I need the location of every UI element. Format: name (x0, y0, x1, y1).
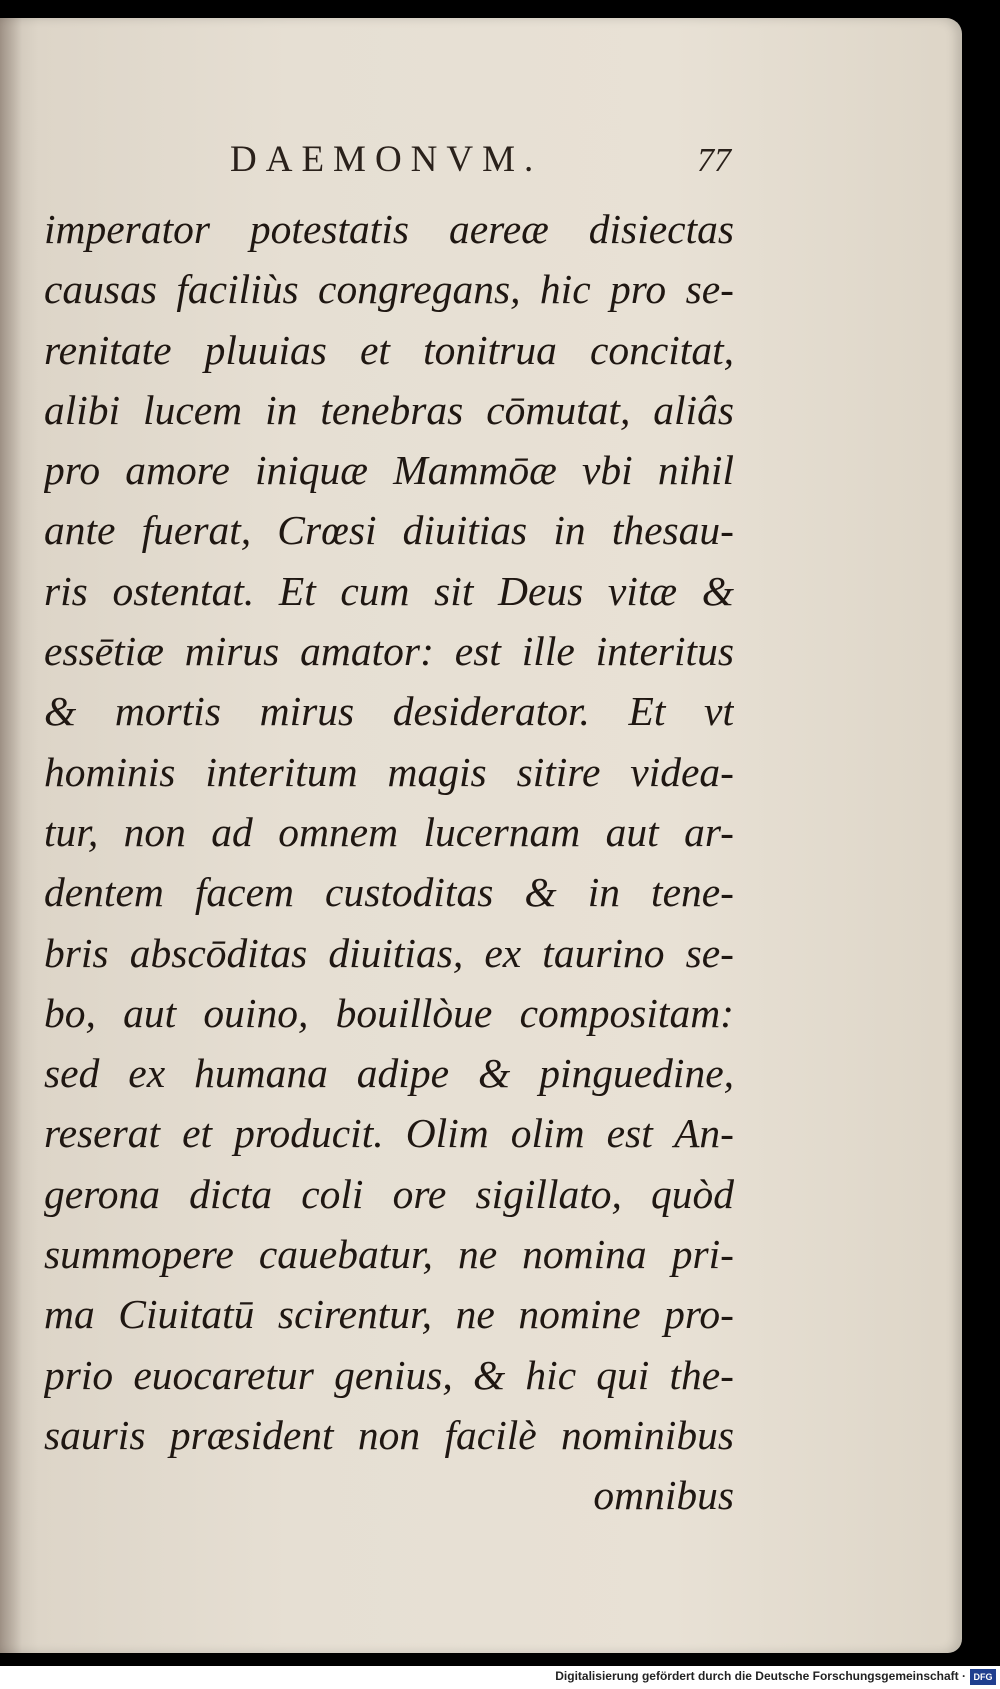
text-line: ma Ciuitatū scirentur, ne nomine pro- (44, 1291, 734, 1338)
page-number: 77 (697, 142, 731, 179)
text-line: tur, non ad omnem lucernam aut ar- (44, 808, 734, 855)
text-line: hominis interitum magis sitire videa- (44, 748, 734, 795)
text-line: sed ex humana adipe & pinguedine, (44, 1050, 734, 1097)
text-line: prio euocaretur genius, & hic qui the- (44, 1351, 734, 1398)
page-header (0, 138, 962, 182)
running-title: DAEMONVM. (230, 139, 543, 180)
funding-credit: Digitalisierung gefördert durch die Deutsche Forschungsgemeinschaft · (555, 1669, 966, 1683)
body-text (44, 199, 734, 1526)
book-page (0, 18, 962, 1653)
text-line: essētiæ mirus amator: est ille interitus (44, 628, 734, 675)
text-line: bris abscōditas diuitias, ex taurino se- (44, 929, 734, 976)
text-line: imperator potestatis aereæ disiectas (44, 206, 734, 252)
text-line: ris ostentat. Et cum sit Deus vitæ & (44, 567, 734, 614)
text-line: bo, aut ouino, bouillòue compositam: (44, 989, 734, 1036)
text-line: renitate pluuias et tonitrua concitat, (44, 326, 734, 373)
text-line: pro amore iniquæ Mammōæ vbi nihil (44, 447, 734, 494)
text-line: summopere cauebatur, ne nomina pri- (44, 1231, 734, 1278)
page-gutter-shadow (0, 18, 22, 1653)
text-line: dentem facem custoditas & in tene- (44, 869, 734, 916)
text-line: causas faciliùs congregans, hic pro se- (44, 266, 734, 313)
text-line: gerona dicta coli ore sigillato, quòd (44, 1170, 734, 1217)
text-line: ante fuerat, Crœsi diuitias in thesau- (44, 507, 734, 554)
text-line: & mortis mirus desiderator. Et vt (44, 688, 734, 735)
catchword: omnibus (593, 1472, 734, 1519)
text-line: alibi lucem in tenebras cōmutat, aliâs (44, 386, 734, 433)
text-line: sauris præsident non facilè nominibus (44, 1411, 734, 1458)
digitization-footer (0, 1666, 1000, 1689)
dfg-logo-icon: DFG (970, 1669, 996, 1685)
text-line: reserat et producit. Olim olim est An- (44, 1110, 734, 1157)
